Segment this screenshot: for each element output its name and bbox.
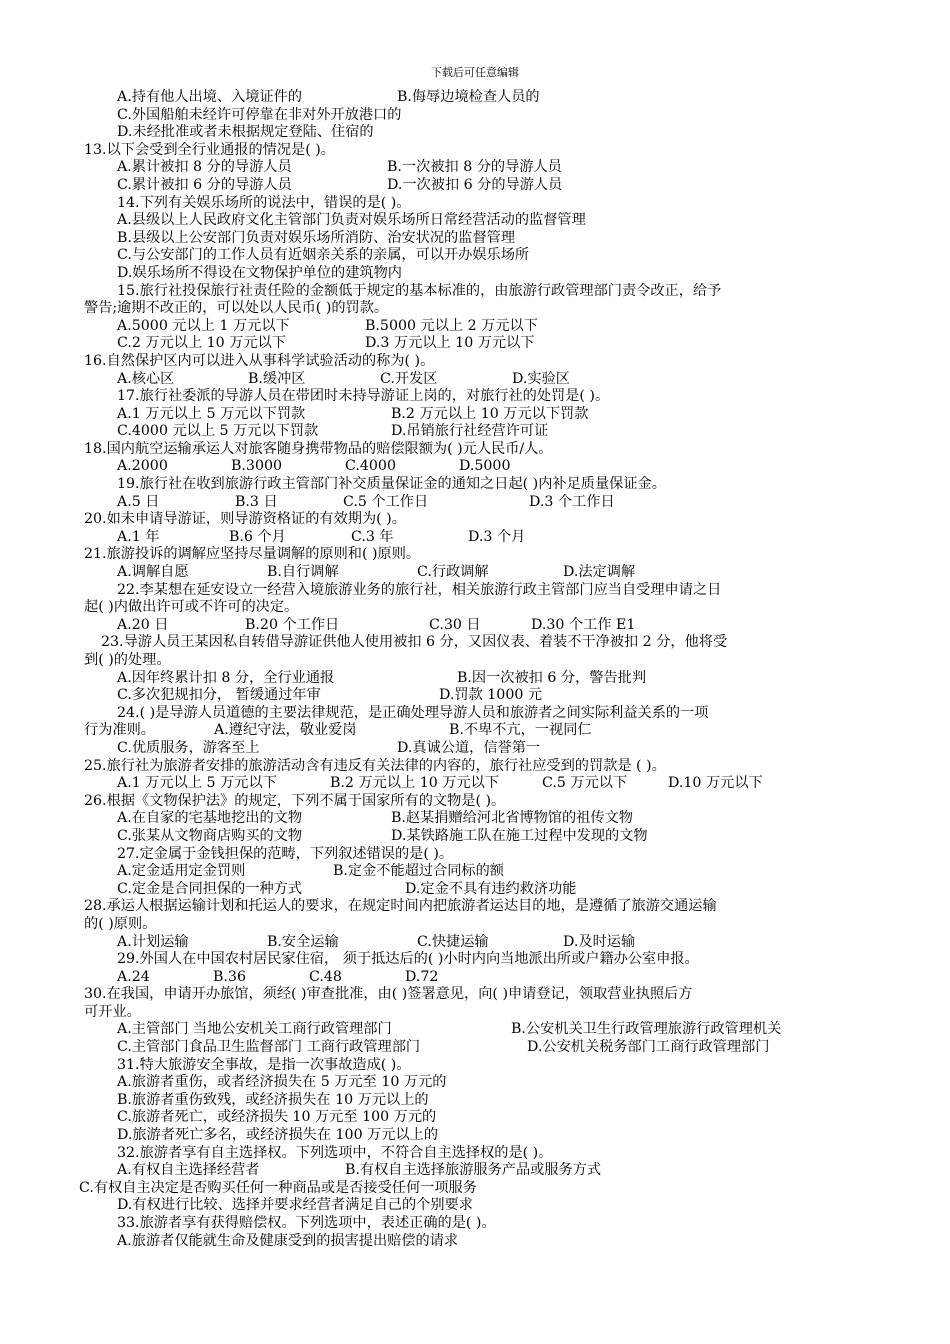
text-line [0, 951, 950, 969]
text-line [0, 810, 950, 828]
text-segment: B.公安机关卫生行政管理旅游行政管理机关 [511, 1021, 782, 1038]
text-segment: C.优质服务，游客至上 [117, 739, 260, 756]
text-line [0, 353, 950, 371]
text-segment: C.多次犯规扣分， 暂缓通过年审 [117, 687, 321, 704]
page-header: 下载后可任意编辑 [431, 66, 519, 79]
text-segment: B.不卑不亢，一视同仁 [449, 722, 592, 739]
text-segment: A.定金适用定金罚则 [117, 863, 246, 880]
text-line [0, 318, 950, 336]
text-segment: A.县级以上人民政府文化主管部门负责对娱乐场所日常经营活动的监督管理 [117, 212, 586, 229]
text-segment: 33.旅游者享有获得赔偿权。下列选项中，表述正确的是( )。 [117, 1215, 496, 1231]
text-segment: A.遵纪守法，敬业爱岗 [214, 722, 357, 739]
text-line [0, 177, 950, 195]
text-line [0, 1021, 950, 1039]
text-segment: C.48 [309, 968, 342, 985]
text-line [0, 916, 950, 934]
text-segment: A.24 [117, 968, 150, 985]
text-segment: A.旅游者仅能就生命及健康受到的损害提出赔偿的请求 [117, 1232, 459, 1249]
text-line [0, 476, 950, 494]
text-line [0, 1215, 950, 1233]
text-segment: B.县级以上公安部门负责对娱乐场所消防、治安状况的监督管理 [117, 229, 516, 246]
text-line [0, 1180, 950, 1198]
text-line [0, 758, 950, 776]
text-segment: C.外国船舶未经许可停靠在非对外开放港口的 [117, 106, 402, 123]
text-line [0, 529, 950, 547]
text-segment: D.10 万元以下 [668, 775, 763, 792]
text-line [0, 511, 950, 529]
text-segment: B.旅游者重伤致残，或经济损失在 10 万元以上的 [117, 1091, 429, 1108]
text-line [0, 423, 950, 441]
text-segment: 15.旅行社投保旅行社责任险的金额低于规定的基本标准的，由旅游行政管理部门责令改正，给予 [117, 282, 722, 299]
text-segment: B.缓冲区 [248, 370, 306, 387]
text-segment: C.快捷运输 [417, 933, 489, 950]
text-segment: 19.旅行社在收到旅游行政主管部门补交质量保证金的通知之日起( )内补足质量保证金。 [117, 476, 666, 493]
text-line [0, 388, 950, 406]
text-line [0, 1197, 950, 1215]
text-segment: A.在自家的宅基地挖出的文物 [117, 810, 303, 827]
text-segment: 22.李某想在延安设立一经营入境旅游业务的旅行社，相关旅游行政主管部门应当自受理申请之日 [117, 581, 722, 598]
text-segment: C.3 年 [351, 528, 394, 545]
text-segment: A.1 万元以上 5 万元以下 [117, 775, 277, 792]
text-line [0, 107, 950, 125]
text-segment: D.3 个月 [468, 528, 526, 545]
text-segment: 16.自然保护区内可以进入从事科学试验活动的称为( )。 [84, 352, 435, 369]
text-segment: A.主管部门 当地公安机关工商行政管理部门 [117, 1021, 392, 1038]
text-segment: C.主管部门食品卫生监督部门 工商行政管理部门 [117, 1039, 421, 1056]
text-segment: B.侮辱边境检查人员的 [397, 89, 540, 105]
text-segment: 14.下列有关娱乐场所的说法中，错误的是( )。 [117, 194, 411, 211]
text-segment: 27.定金属于金钱担保的范畴，下列叙述错误的是( )。 [117, 845, 454, 862]
text-line [0, 441, 950, 459]
text-line [0, 1127, 950, 1145]
text-line [0, 142, 950, 160]
text-segment: 到( )的处理。 [84, 652, 171, 668]
text-segment: 的( )原则。 [84, 915, 157, 932]
text-segment: B.2 万元以上 10 万元以下罚款 [391, 405, 589, 422]
text-segment: D.5000 [459, 458, 511, 475]
text-segment: 25.旅行社为旅游者安排的旅游活动含有违反有关法律的内容的，旅行社应受到的罚款是 ( )。 [84, 757, 666, 774]
text-segment: C.30 日 [429, 616, 481, 633]
text-segment: 行为准则。 [84, 722, 155, 739]
text-line [0, 494, 950, 512]
text-segment: D.3 个工作日 [529, 493, 615, 510]
text-line [0, 634, 950, 652]
text-line [0, 335, 950, 353]
text-line [0, 1092, 950, 1110]
text-segment: A.持有他人出境、入境证件的 [117, 89, 303, 105]
text-segment: 29.外国人在中国农村居民家住宿， 须于抵达后的( )小时内向当地派出所或户籍办公室申报。 [117, 951, 699, 968]
text-line [0, 212, 950, 230]
text-line [0, 283, 950, 301]
text-segment: B.2 万元以上 10 万元以下 [330, 775, 500, 792]
text-line [0, 1233, 950, 1251]
text-segment: B.定金不能超过合同标的额 [333, 863, 504, 880]
text-segment: D.旅游者死亡多名，或经济损失在 100 万元以上的 [117, 1127, 439, 1144]
text-segment: D.法定调解 [563, 564, 636, 581]
text-line [0, 740, 950, 758]
text-segment: D.72 [405, 968, 439, 985]
text-segment: D.真诚公道，信誉第一 [397, 739, 541, 756]
text-line [0, 406, 950, 424]
text-segment: B.自行调解 [267, 564, 339, 581]
text-line [0, 247, 950, 265]
text-segment: A.20 日 [117, 616, 169, 633]
text-segment: A.有权自主选择经营者 [117, 1162, 260, 1179]
text-segment: D.未经批准或者未根据规定登陆、住宿的 [117, 124, 374, 141]
text-line [0, 582, 950, 600]
text-line [0, 670, 950, 688]
text-segment: B.5000 元以上 2 万元以下 [365, 317, 538, 334]
text-segment: C.旅游者死亡，或经济损失 10 万元至 100 万元的 [117, 1109, 437, 1126]
text-line [0, 230, 950, 248]
text-line [0, 1004, 950, 1022]
text-line [0, 793, 950, 811]
text-segment: C.定金是合同担保的一种方式 [117, 880, 303, 897]
text-segment: 21.旅游投诉的调解应坚持尽量调解的原则和( )原则。 [84, 546, 421, 563]
text-segment: B.6 个月 [229, 528, 286, 545]
text-segment: A.5 日 [117, 493, 160, 510]
text-segment: D.3 万元以上 10 万元以下 [365, 335, 535, 352]
text-line [0, 775, 950, 793]
text-segment: 24.( )是导游人员道德的主要法律规范，是正确处理导游人员和旅游者之间实际利益关系的一项 [117, 704, 709, 721]
text-line [0, 159, 950, 177]
text-line [0, 687, 950, 705]
text-segment: A.1 年 [117, 528, 160, 545]
document-body [0, 89, 950, 1250]
text-line [0, 89, 950, 107]
text-line [0, 846, 950, 864]
text-segment: C.5 个工作日 [343, 493, 429, 510]
text-line [0, 195, 950, 213]
text-segment: C.与公安部门的工作人员有近姻亲关系的亲属，可以开办娱乐场所 [117, 247, 530, 264]
text-segment: C.4000 元以上 5 万元以下罚款 [117, 423, 319, 440]
text-segment: C.行政调解 [417, 564, 489, 581]
text-line [0, 863, 950, 881]
text-segment: A.5000 元以上 1 万元以下 [117, 317, 290, 334]
text-line [0, 934, 950, 952]
text-line [0, 898, 950, 916]
text-segment: B.安全运输 [267, 933, 339, 950]
text-segment: B.有权自主选择旅游服务产品或服务方式 [345, 1162, 602, 1179]
text-line [0, 652, 950, 670]
text-segment: D.30 个工作 E1 [531, 616, 636, 633]
text-segment: D.公安机关税务部门工商行政管理部门 [527, 1039, 770, 1056]
text-line [0, 1162, 950, 1180]
text-segment: 17.旅行社委派的导游人员在带团时未持导游证上岗的，对旅行社的处罚是( )。 [117, 388, 610, 405]
text-line [0, 705, 950, 723]
text-segment: C.有权自主决定是否购买任何一种商品或是否接受任何一项服务 [79, 1179, 477, 1196]
text-segment: D.罚款 1000 元 [439, 687, 543, 704]
text-segment: B.20 个工作日 [245, 616, 340, 633]
text-segment: B.3 日 [235, 493, 278, 510]
text-line [0, 546, 950, 564]
text-segment: A.调解自愿 [117, 564, 189, 581]
text-segment: C.张某从文物商店购买的文物 [117, 827, 303, 844]
text-segment: A.因年终累计扣 8 分，全行业通报 [117, 669, 335, 686]
text-segment: 可开业。 [84, 1003, 141, 1020]
text-segment: C.累计被扣 6 分的导游人员 [117, 176, 292, 193]
text-line [0, 1057, 950, 1075]
text-segment: A.1 万元以上 5 万元以下罚款 [117, 405, 306, 422]
text-segment: 30.在我国，申请开办旅馆，须经( )审查批准，由( )签署意见，向( )申请登记，领取营业执照后方 [84, 986, 693, 1003]
text-line [0, 458, 950, 476]
text-line [0, 1074, 950, 1092]
text-segment: 28.承运人根据运输计划和托运人的要求，在规定时间内把旅游者运达目的地，是遵循了旅游交通运输 [84, 898, 717, 915]
text-segment: D.有权进行比较、选择并要求经营者满足自己的个别要求 [117, 1197, 473, 1214]
text-segment: D.定金不具有违约救济功能 [405, 880, 577, 897]
text-line [0, 1109, 950, 1127]
text-line [0, 300, 950, 318]
text-segment: B.因一次被扣 6 分，警告批判 [457, 669, 647, 686]
text-segment: D.娱乐场所不得设在文物保护单位的建筑物内 [117, 264, 402, 281]
text-line [0, 722, 950, 740]
text-segment: C.4000 [345, 458, 396, 475]
text-segment: B.赵某捐赠给河北省博物馆的祖传文物 [391, 810, 633, 827]
text-line [0, 564, 950, 582]
text-segment: 23.导游人员王某因私自转借导游证供他人使用被扣 6 分，又因仪表、着装不干净被扣 2 分，他将受 [101, 634, 728, 651]
text-segment: 18.国内航空运输承运人对旅客随身携带物品的赔偿限额为( )元人民币/人。 [84, 440, 553, 457]
text-line [0, 599, 950, 617]
text-segment: D.吊销旅行社经营许可证 [391, 423, 549, 440]
text-segment: 起( )内做出许可或不许可的决定。 [84, 599, 299, 616]
text-segment: D.一次被扣 6 分的导游人员 [387, 176, 563, 193]
text-segment: A.2000 [117, 458, 168, 475]
text-line [0, 265, 950, 283]
text-line [0, 986, 950, 1004]
text-segment: C.开发区 [380, 370, 438, 387]
text-segment: C.5 万元以下 [542, 775, 628, 792]
text-segment: 32.旅游者享有自主选择权。下列选项中，不符合自主选择权的是( )。 [117, 1144, 553, 1161]
text-segment: D.实验区 [512, 370, 570, 387]
text-segment: B.一次被扣 8 分的导游人员 [387, 159, 562, 176]
text-segment: 26.根据《文物保护法》的规定，下列不属于国家所有的文物是( )。 [84, 792, 506, 809]
text-segment: A.旅游者重伤，或者经济损失在 5 万元至 10 万元的 [117, 1074, 447, 1091]
text-segment: B.36 [213, 968, 246, 985]
text-segment: A.累计被扣 8 分的导游人员 [117, 159, 292, 176]
text-line [0, 1039, 950, 1057]
text-segment: D.及时运输 [563, 933, 636, 950]
text-line [0, 371, 950, 389]
text-segment: 31.特大旅游安全事故，是指一次事故造成( )。 [117, 1056, 411, 1073]
text-segment: A.核心区 [117, 370, 175, 387]
text-segment: 20.如未申请导游证，则导游资格证的有效期为( )。 [84, 511, 406, 528]
text-line [0, 969, 950, 987]
text-segment: 警告;逾期不改正的，可以处以人民币( )的罚款。 [84, 300, 389, 317]
text-segment: B.3000 [231, 458, 283, 475]
text-line [0, 828, 950, 846]
text-segment: C.2 万元以上 10 万元以下 [117, 335, 286, 352]
text-line [0, 881, 950, 899]
text-segment: D.某铁路施工队在施工过程中发现的文物 [391, 827, 648, 844]
text-line [0, 617, 950, 635]
text-line [0, 1145, 950, 1163]
text-segment: 13.以下会受到全行业通报的情况是( )。 [84, 141, 335, 158]
text-line [0, 124, 950, 142]
text-segment: A.计划运输 [117, 933, 189, 950]
